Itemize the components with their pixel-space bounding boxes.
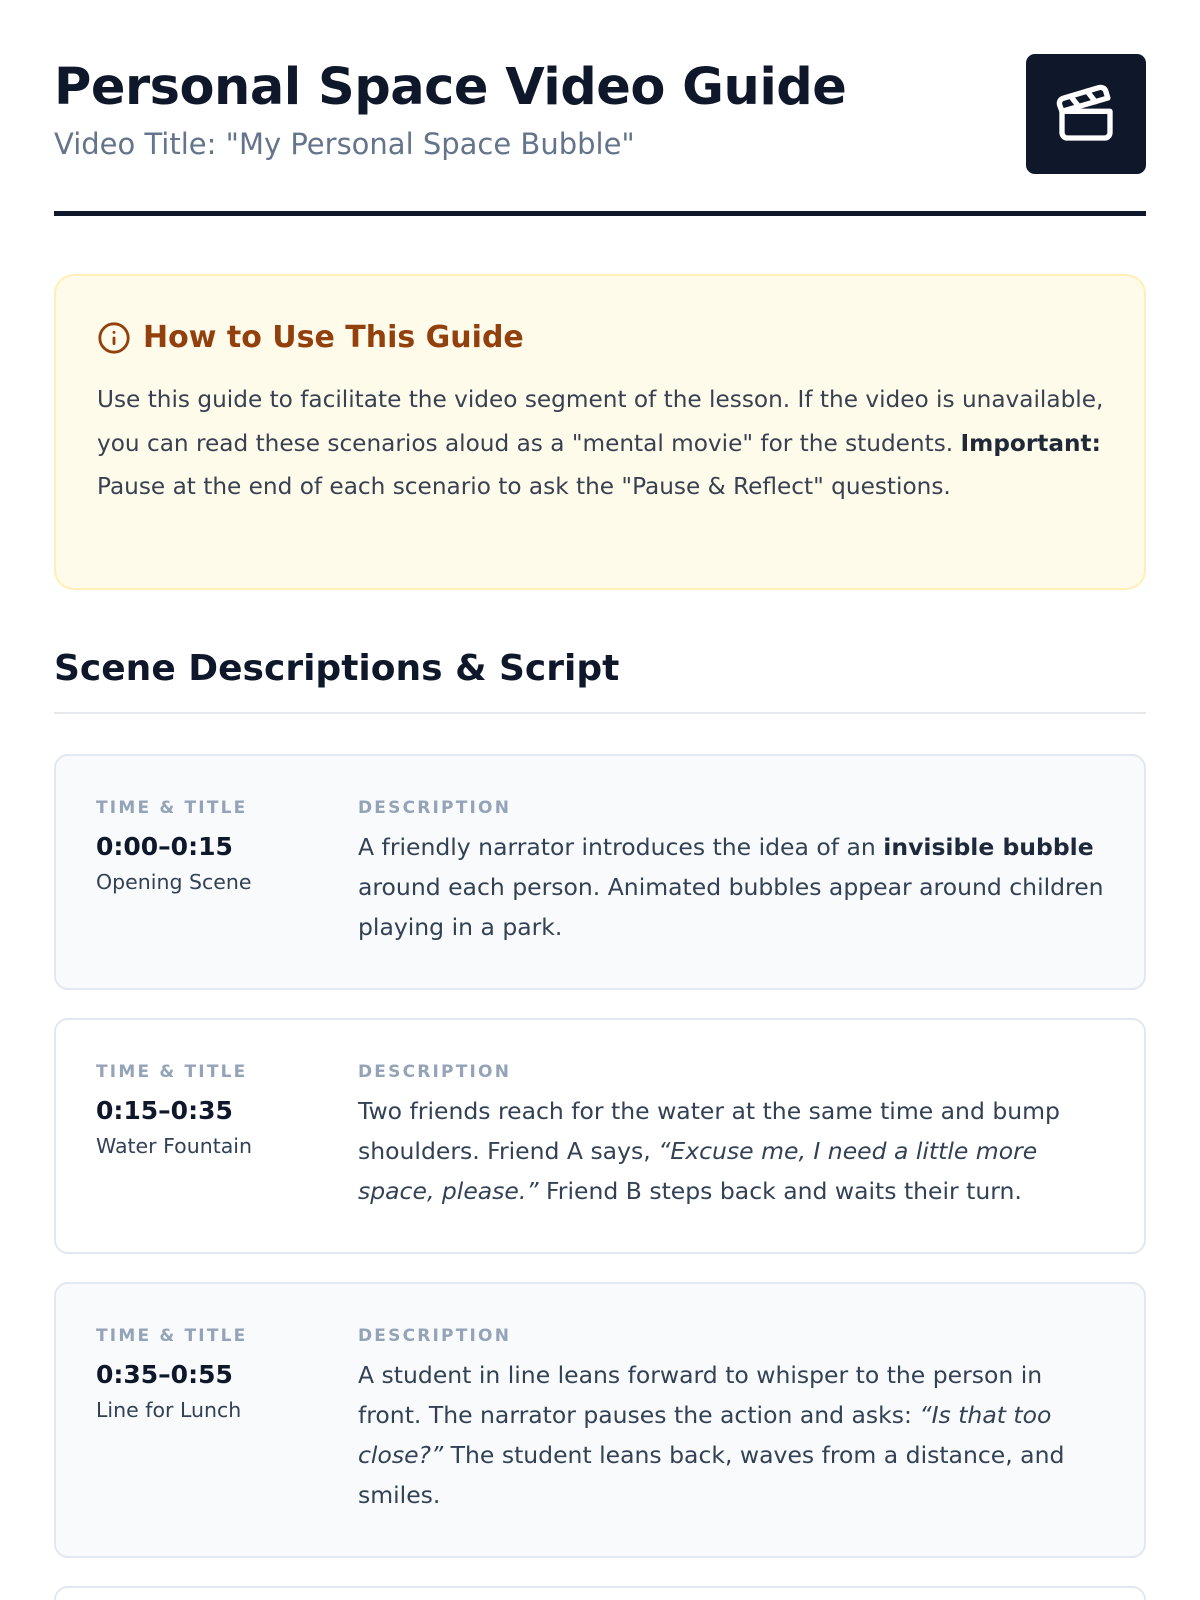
scene-desc-bold: invisible bubble	[883, 833, 1094, 861]
section-title: Scene Descriptions & Script	[54, 648, 620, 689]
info-icon	[97, 321, 131, 355]
scene-card	[54, 1282, 1146, 1558]
scene-description	[358, 1355, 1113, 1515]
scene-time-column	[96, 1326, 336, 1422]
time-title-label: TIME & TITLE	[96, 1326, 248, 1346]
scene-desc-text: Two friends reach for the water at the same time and bump shoulders. Friend A says,	[358, 1097, 1060, 1165]
clapperboard-icon	[1054, 82, 1118, 146]
scene-name: Opening Scene	[96, 870, 252, 894]
scene-desc-text-end: The student leans back, waves from a distance, and smiles.	[358, 1441, 1065, 1509]
scene-card	[54, 754, 1146, 990]
scene-card	[54, 1018, 1146, 1254]
callout-body-text: Use this guide to facilitate the video segment of the lesson. If the video is unavailable, you can read these scenarios aloud as a "mental movie" for the students.	[97, 386, 1104, 457]
scene-description	[358, 827, 1113, 947]
description-label: DESCRIPTION	[358, 1326, 512, 1346]
scene-description-column	[358, 1062, 1113, 1211]
scene-description-column	[358, 1326, 1113, 1515]
description-label: DESCRIPTION	[358, 798, 512, 818]
callout-important-label: Important:	[960, 429, 1101, 457]
scene-desc-quote: “Excuse me, I need a little more space, please.”	[358, 1137, 1038, 1205]
scene-desc-text: A friendly narrator introduces the idea of an	[358, 833, 884, 861]
scene-time-column	[96, 1062, 336, 1158]
scene-name: Line for Lunch	[96, 1398, 242, 1422]
callout-header	[97, 320, 524, 355]
time-title-label: TIME & TITLE	[96, 798, 248, 818]
callout-body	[97, 378, 1109, 509]
page-title: Personal Space Video Guide	[54, 58, 847, 117]
scene-desc-text-end: around each person. Animated bubbles appear around children playing in a park.	[358, 873, 1104, 941]
scene-time-column	[96, 798, 336, 894]
callout-title: How to Use This Guide	[143, 320, 524, 355]
time-title-label: TIME & TITLE	[96, 1062, 248, 1082]
page-subtitle: Video Title: "My Personal Space Bubble"	[54, 127, 635, 161]
clapperboard-badge	[1026, 54, 1146, 174]
scene-description	[358, 1091, 1113, 1211]
how-to-use-callout	[54, 274, 1146, 590]
page-header	[54, 0, 1146, 216]
scene-description-column	[358, 798, 1113, 947]
section-divider	[54, 712, 1146, 714]
scene-desc-text-end: Friend B steps back and waits their turn.	[538, 1177, 1022, 1205]
scene-name: Water Fountain	[96, 1134, 252, 1158]
callout-body-text-end: Pause at the end of each scenario to ask the "Pause & Reflect" questions.	[97, 473, 951, 500]
description-label: DESCRIPTION	[358, 1062, 512, 1082]
scene-desc-quote: “Is that too close?”	[358, 1401, 1052, 1469]
scene-card	[54, 1586, 1146, 1600]
scene-time: 0:15–0:35	[96, 1096, 233, 1125]
scene-time: 0:00–0:15	[96, 832, 233, 861]
scene-time: 0:35–0:55	[96, 1360, 233, 1389]
scene-desc-text: A student in line leans forward to whisper to the person in front. The narrator pauses the action and asks:	[358, 1361, 1043, 1429]
